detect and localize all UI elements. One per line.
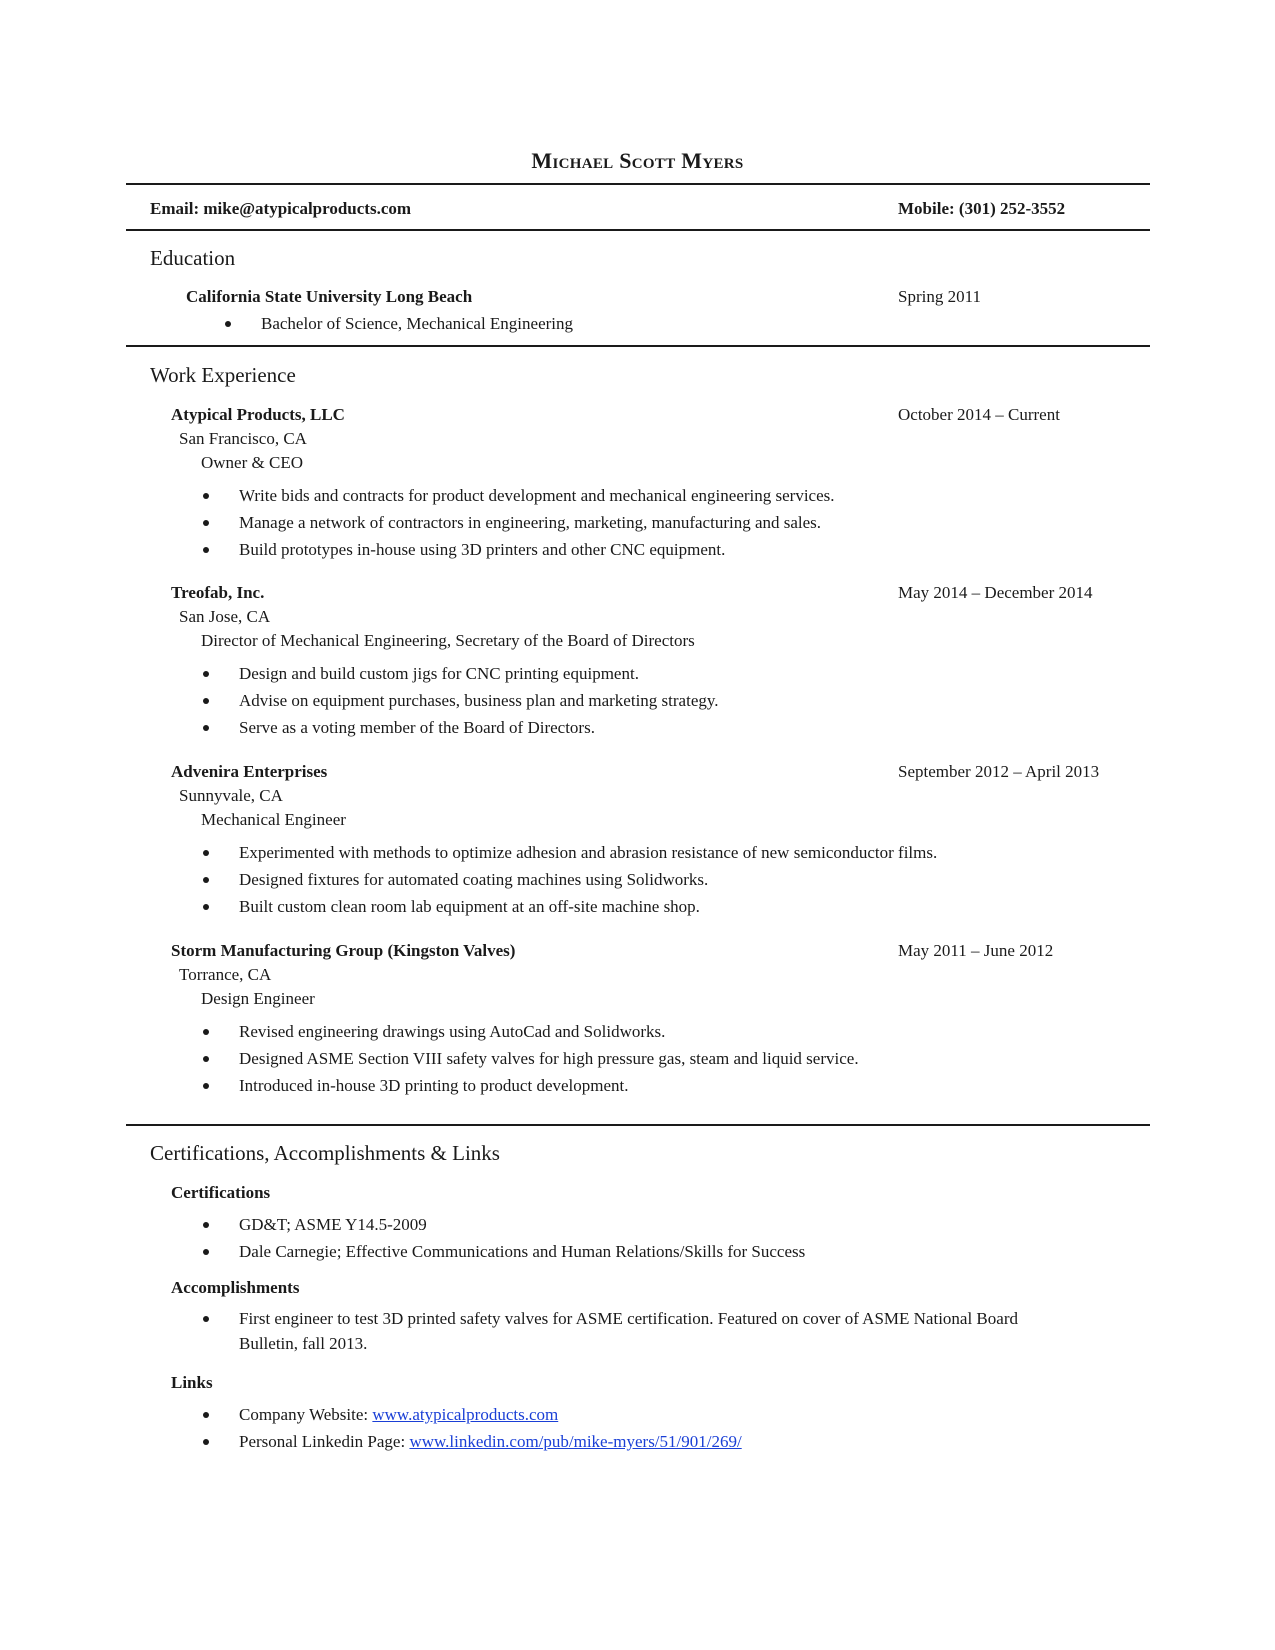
list-item: Write bids and contracts for product development and mechanical engineering services. (200, 482, 835, 509)
link-label: Company Website: (239, 1405, 373, 1424)
education-heading: Education (150, 246, 236, 270)
job-date: May 2011 – June 2012 (898, 941, 1054, 960)
job-company: Advenira Enterprises (171, 762, 328, 781)
list-item: Manage a network of contractors in engineering, marketing, manufacturing and sales. (200, 509, 835, 536)
job-location: San Francisco, CA (179, 429, 307, 448)
header-top-rule (126, 183, 1150, 185)
list-item (200, 1428, 742, 1455)
bullet-icon (203, 493, 209, 499)
bullet-icon (203, 1029, 209, 1035)
list-item: Built custom clean room lab equipment at an off-site machine shop. (200, 893, 937, 920)
list-item: Bachelor of Science, Mechanical Engineering (222, 310, 573, 337)
bullet-icon (203, 850, 209, 856)
list-item: Dale Carnegie; Effective Communications and Human Relations/Skills for Success (200, 1238, 805, 1265)
accomplishments-heading: Accomplishments (171, 1278, 300, 1297)
work-heading: Work Experience (150, 363, 296, 387)
list-item: Design and build custom jigs for CNC printing equipment. (200, 660, 719, 687)
list-item: Designed fixtures for automated coating machines using Solidworks. (200, 866, 937, 893)
list-item: Introduced in-house 3D printing to product development. (200, 1072, 859, 1099)
job-date: May 2014 – December 2014 (898, 583, 1093, 602)
bullet-icon (203, 877, 209, 883)
links-list (200, 1401, 742, 1455)
linkedin-link[interactable]: www.linkedin.com/pub/mike-myers/51/901/269/ (409, 1432, 742, 1451)
job-role: Owner & CEO (201, 453, 303, 472)
job-bullets (200, 660, 719, 741)
bullet-icon (203, 1316, 209, 1322)
job-location: San Jose, CA (179, 607, 271, 626)
list-item: Revised engineering drawings using AutoCad and Solidworks. (200, 1018, 859, 1045)
bullet-icon (225, 321, 231, 327)
job-role: Design Engineer (201, 989, 315, 1008)
bullet-icon (203, 698, 209, 704)
list-item (200, 1401, 742, 1428)
bullet-icon (203, 1249, 209, 1255)
job-date: September 2012 – April 2013 (898, 762, 1100, 781)
job-company: Treofab, Inc. (171, 583, 265, 602)
certifications-heading: Certifications (171, 1183, 271, 1202)
bullet-icon (203, 547, 209, 553)
bullet-icon (203, 1056, 209, 1062)
job-bullets (200, 1018, 859, 1099)
job-company: Storm Manufacturing Group (Kingston Valves) (171, 941, 516, 960)
job-role: Mechanical Engineer (201, 810, 346, 829)
bullet-icon (203, 725, 209, 731)
job-date: October 2014 – Current (898, 405, 1060, 424)
bullet-icon (203, 671, 209, 677)
education-bullets (222, 310, 573, 337)
list-item: Designed ASME Section VIII safety valves for high pressure gas, steam and liquid service. (200, 1045, 859, 1072)
job-location: Torrance, CA (179, 965, 272, 984)
bullet-icon (203, 1412, 209, 1418)
accomplishments-list (200, 1306, 1079, 1356)
job-bullets (200, 482, 835, 563)
education-date: Spring 2011 (898, 287, 981, 306)
education-rule (126, 345, 1150, 347)
mobile-contact: Mobile: (301) 252-3552 (898, 199, 1066, 218)
list-item: Serve as a voting member of the Board of Directors. (200, 714, 719, 741)
header-bottom-rule (126, 229, 1150, 231)
work-rule (126, 1124, 1150, 1126)
list-item: Build prototypes in-house using 3D printers and other CNC equipment. (200, 536, 835, 563)
bullet-icon (203, 1083, 209, 1089)
list-item: Experimented with methods to optimize adhesion and abrasion resistance of new semiconductor films. (200, 839, 937, 866)
list-item: GD&T; ASME Y14.5-2009 (200, 1211, 805, 1238)
job-location: Sunnyvale, CA (179, 786, 283, 805)
email-contact: Email: mike@atypicalproducts.com (150, 199, 412, 218)
bullet-icon (203, 1439, 209, 1445)
company-website-link[interactable]: www.atypicalproducts.com (372, 1405, 559, 1424)
bullet-icon (203, 1222, 209, 1228)
job-bullets (200, 839, 937, 920)
school-name: California State University Long Beach (186, 287, 473, 306)
bullet-icon (203, 520, 209, 526)
extras-heading: Certifications, Accomplishments & Links (150, 1141, 500, 1165)
candidate-name: Michael Scott Myers (531, 148, 744, 173)
bullet-icon (203, 904, 209, 910)
job-role: Director of Mechanical Engineering, Secretary of the Board of Directors (201, 631, 695, 650)
links-heading: Links (171, 1373, 213, 1392)
link-label: Personal Linkedin Page: (239, 1432, 410, 1451)
list-item: Advise on equipment purchases, business plan and marketing strategy. (200, 687, 719, 714)
certifications-list (200, 1211, 805, 1265)
job-company: Atypical Products, LLC (171, 405, 345, 424)
list-item: First engineer to test 3D printed safety valves for ASME certification. Featured on cover of ASME National Board Bulletin, fall 2013. (200, 1306, 1079, 1356)
